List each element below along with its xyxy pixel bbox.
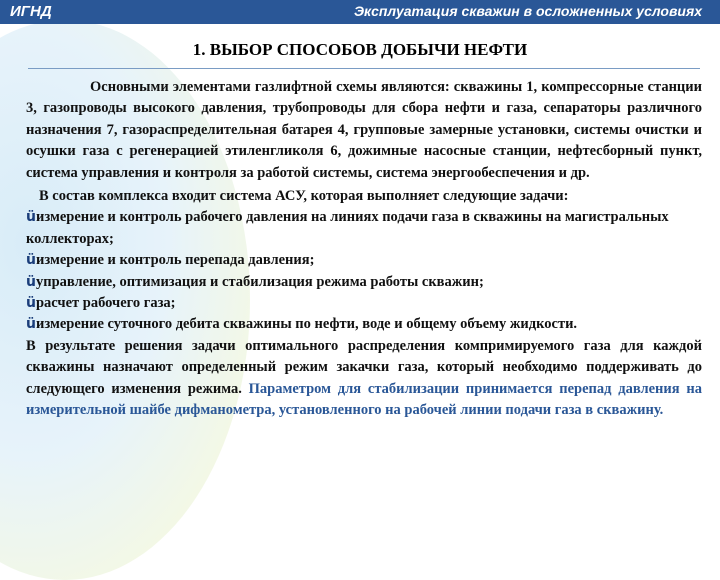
course-title: Эксплуатация скважин в осложненных условиях: [353, 3, 702, 19]
list-item-text: измерение и контроль перепада давления;: [35, 252, 315, 269]
org-name: ИГНД: [10, 3, 52, 20]
page-title: 1. ВЫБОР СПОСОБОВ ДОБЫЧИ НЕФТИ: [192, 40, 528, 59]
checkmark-icon: ü: [26, 295, 36, 312]
list-item: [26, 207, 702, 250]
header-bar: [0, 0, 720, 24]
paragraph-conclusion: [26, 336, 702, 422]
list-item-text: измерение суточного дебита скважины по нефти, воде и общему объему жидкости.: [35, 316, 578, 333]
list-item-text: измерение и контроль рабочего давления на линиях подачи газа в скважины на магистральных коллекторах;: [26, 209, 669, 247]
list-item-text: управление, оптимизация и стабилизация режима работы скважин;: [35, 273, 484, 290]
conclusion-text: В результате решения задачи оптимального распределения компримируемого газа для каждой скважины назначают определенный режим закачки газа, который необходимо поддерживать до следующего изменения режима.: [26, 337, 702, 397]
task-list: [26, 207, 702, 335]
checkmark-icon: ü: [26, 273, 36, 290]
checkmark-icon: ü: [26, 209, 36, 226]
paragraph-gaslift-elements: Основными элементами газлифтной схемы являются: скважины 1, компрессорные станции 3, газопроводы высокого давления, трубопроводы для сбора нефти и газа, сепараторы различного назначения 7, газораспределительная батарея 4, групповые замерные установки, системы очистки и осушки газа с регенерацией этиленгликоля 6, дожимные насосные станции, нефтесборный пункт, система управления и контроля за работой системы, система энергообеспечения и др.: [26, 79, 702, 181]
paragraph-asu-intro: В состав комплекса входит система АСУ, которая выполняет следующие задачи:: [39, 188, 569, 205]
checkmark-icon: ü: [26, 252, 36, 269]
title-divider: [28, 68, 700, 69]
highlight-text: Параметром для стабилизации принимается перепад давления на измерительной шайбе дифманометра, установленного на рабочей линии подачи газа в скважину.: [26, 380, 702, 419]
list-item: [26, 272, 702, 293]
checkmark-icon: ü: [26, 316, 36, 333]
list-item: [26, 314, 702, 335]
list-item-text: расчет рабочего газа;: [35, 295, 176, 312]
list-item: [26, 293, 702, 314]
list-item: [26, 250, 702, 271]
slide-content: [26, 77, 702, 422]
